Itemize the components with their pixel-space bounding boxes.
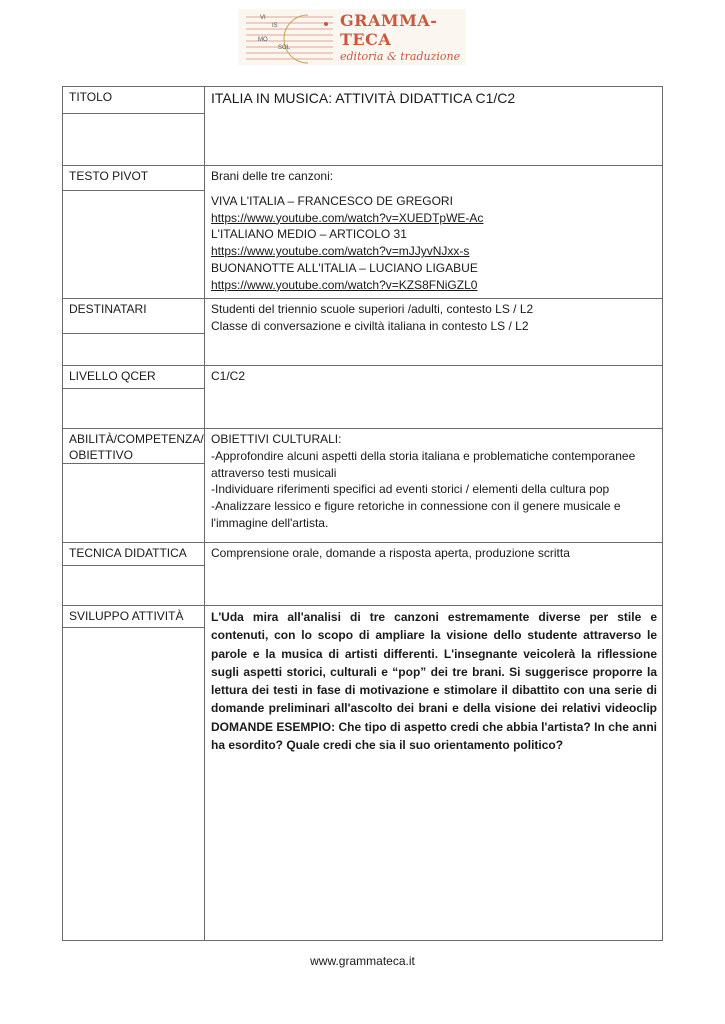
row-label: SVILUPPO ATTIVITÀ (69, 609, 184, 623)
label-cell (63, 166, 205, 298)
label-cell (63, 299, 205, 365)
audience-line: Classe di conversazione e civiltà italiana in contesto LS / L2 (211, 318, 529, 333)
objective-line: OBIETTIVI CULTURALI: (211, 432, 342, 446)
row-label: TESTO PIVOT (69, 169, 149, 183)
logo-small-text: SOL (278, 45, 291, 51)
songs-intro: Brani delle tre canzoni: (211, 169, 334, 183)
row-label-line: OBIETTIVO (69, 448, 134, 462)
row-titolo (63, 87, 662, 166)
row-value: C1/C2 (211, 369, 246, 383)
logo-tagline: editoria & traduzione (340, 50, 461, 63)
row-value (211, 301, 657, 335)
row-tecnica (63, 543, 662, 606)
row-livello (63, 366, 662, 429)
logo-name: GRAMMA-TECA (340, 11, 438, 49)
row-value: Comprensione orale, domande a risposta aperta, produzione scritta (211, 546, 570, 560)
footer-website[interactable]: www.grammateca.it (310, 954, 415, 968)
song-title: L'ITALIANO MEDIO – ARTICOLO 31 (211, 227, 407, 242)
row-label: TITOLO (69, 90, 113, 104)
brand-logo (238, 9, 466, 65)
row-sviluppo (63, 606, 662, 940)
song-title: VIVA L'ITALIA – FRANCESCO DE GREGORI (211, 193, 453, 208)
row-label: LIVELLO QCER (69, 369, 156, 383)
objective-line: -Individuare riferimenti specifici ad eventi storici / elementi della cultura pop (211, 482, 610, 497)
page-title: ITALIA IN MUSICA: ATTIVITÀ DIDATTICA C1/C2 (211, 90, 516, 106)
row-value (211, 168, 657, 294)
audience-line: Studenti del triennio scuole superiori /adulti, contesto LS / L2 (211, 302, 534, 316)
logo-small-text: IS (272, 23, 278, 29)
row-destinatari (63, 299, 662, 366)
song-link[interactable]: https://www.youtube.com/watch?v=mJJyvNJxx-s (211, 244, 470, 259)
song-title: BUONANOTTE ALL'ITALIA – LUCIANO LIGABUE (211, 260, 478, 275)
label-cell (63, 87, 205, 165)
logo-small-text: MO (258, 37, 268, 43)
objective-line: l'immagine dell'artista. (211, 515, 329, 530)
objective-line: -Analizzare lessico e figure retoriche in connessione con il genere musicale e (211, 499, 621, 514)
row-value (211, 431, 657, 532)
row-label: TECNICA DIDATTICA (69, 546, 187, 560)
row-testo-pivot (63, 166, 662, 299)
row-label (69, 431, 203, 463)
objective-line: attraverso testi musicali (211, 465, 337, 480)
label-cell (63, 429, 205, 542)
row-label-line: ABILITÀ/COMPETENZA/ (69, 432, 204, 446)
label-cell (63, 366, 205, 428)
row-abilita (63, 429, 662, 543)
song-link[interactable]: https://www.youtube.com/watch?v=XUEDTpWE-Ac (211, 210, 484, 225)
objective-line: -Approfondire alcuni aspetti della storia italiana e problematiche contemporanee (211, 448, 636, 463)
song-link[interactable]: https://www.youtube.com/watch?v=KZS8FNiGZL0 (211, 277, 478, 292)
label-cell (63, 606, 205, 940)
row-label: DESTINATARI (69, 302, 147, 316)
activity-table (62, 86, 663, 941)
logo-small-text: VI (260, 15, 266, 21)
moon-logo-icon (238, 9, 338, 65)
activity-description: L'Uda mira all'analisi di tre canzoni estremamente diverse per stile e contenuti, con lo scopo di ampliare la visione dello studente attraverso le parole e la musica di artisti differenti. L'insegnante veicolerà la riflessione sugli aspetti storici, culturali e “pop” dei tre brani. Si suggerisce proporre la lettura dei testi in fase di motivazione e stimolare il dibattito con una serie di domande preliminari all'ascolto dei brani e della visione dei relativi videoclip DOMANDE ESEMPIO: Che tipo di aspetto credi che abbia l'artista? In che anni ha esordito? Quale credi che sia il suo orientamento politico? (211, 610, 657, 753)
label-cell (63, 543, 205, 605)
